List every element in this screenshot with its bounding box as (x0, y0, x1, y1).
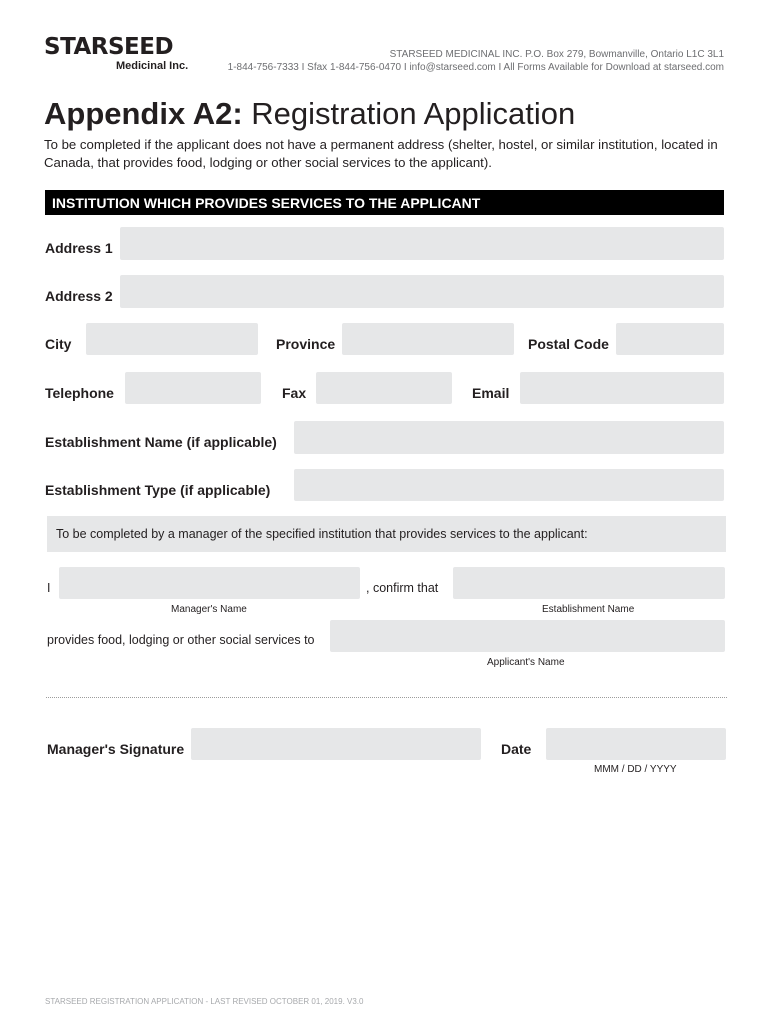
starseed-logo: STARSEED (44, 34, 174, 60)
page-footer: STARSEED REGISTRATION APPLICATION - LAST REVISED OCTOBER 01, 2019. V3.0 (45, 997, 364, 1006)
establishment-name-caption: Establishment Name (542, 604, 635, 615)
address2-label: Address 2 (45, 288, 113, 304)
section-header: INSTITUTION WHICH PROVIDES SERVICES TO THE APPLICANT (45, 190, 724, 215)
manager-name-caption: Manager's Name (171, 604, 247, 615)
date-format-caption: MMM / DD / YYYY (594, 764, 677, 775)
signature-field[interactable] (191, 728, 481, 760)
fax-label: Fax (282, 385, 307, 401)
establishment-type-label: Establishment Type (if applicable) (45, 482, 271, 498)
confirm-prefix: I (47, 581, 51, 595)
page-title-regular: Registration Application (242, 96, 576, 131)
applicant-name-field[interactable] (330, 620, 725, 652)
city-label: City (45, 336, 72, 352)
telephone-label: Telephone (45, 385, 114, 401)
telephone-field[interactable] (125, 372, 261, 404)
address1-label: Address 1 (45, 240, 113, 256)
establishment-name-field[interactable] (294, 421, 724, 454)
address2-field[interactable] (120, 275, 724, 308)
date-label: Date (501, 741, 532, 757)
postal-code-field[interactable] (616, 323, 724, 355)
intro-text: To be completed if the applicant does not have a permanent address (shelter, hostel, or similar institution, located in Canada, that provides food, lodging or other social services to the applicant). (44, 137, 718, 170)
province-label: Province (276, 336, 336, 352)
logo-subtitle: Medicinal Inc. (116, 60, 189, 72)
confirm-that-text: , confirm that (366, 581, 439, 595)
provides-services-text: provides food, lodging or other social services to (47, 633, 315, 647)
establishment-type-field[interactable] (294, 469, 724, 501)
signature-label: Manager's Signature (47, 741, 185, 757)
email-field[interactable] (520, 372, 724, 404)
page-title (44, 96, 575, 132)
establishment-name-label: Establishment Name (if applicable) (45, 434, 277, 450)
fax-field[interactable] (316, 372, 452, 404)
company-contact: 1-844-756-7333 I Sfax 1-844-756-0470 I info@starseed.com I All Forms Available for Download at starseed.com (227, 62, 724, 73)
applicant-name-caption: Applicant's Name (487, 657, 565, 668)
section-divider (46, 697, 727, 698)
manager-name-field[interactable] (59, 567, 360, 599)
city-field[interactable] (86, 323, 258, 355)
establishment-name-confirm-field[interactable] (453, 567, 725, 599)
address1-field[interactable] (120, 227, 724, 260)
company-address: STARSEED MEDICINAL INC. P.O. Box 279, Bowmanville, Ontario L1C 3L1 (389, 49, 724, 60)
date-field[interactable] (546, 728, 726, 760)
email-label: Email (472, 385, 510, 401)
province-field[interactable] (342, 323, 514, 355)
manager-instruction: To be completed by a manager of the specified institution that provides services to the applicant: (47, 516, 726, 552)
page-title-bold: Appendix A2: (44, 96, 243, 131)
postal-code-label: Postal Code (528, 336, 609, 352)
